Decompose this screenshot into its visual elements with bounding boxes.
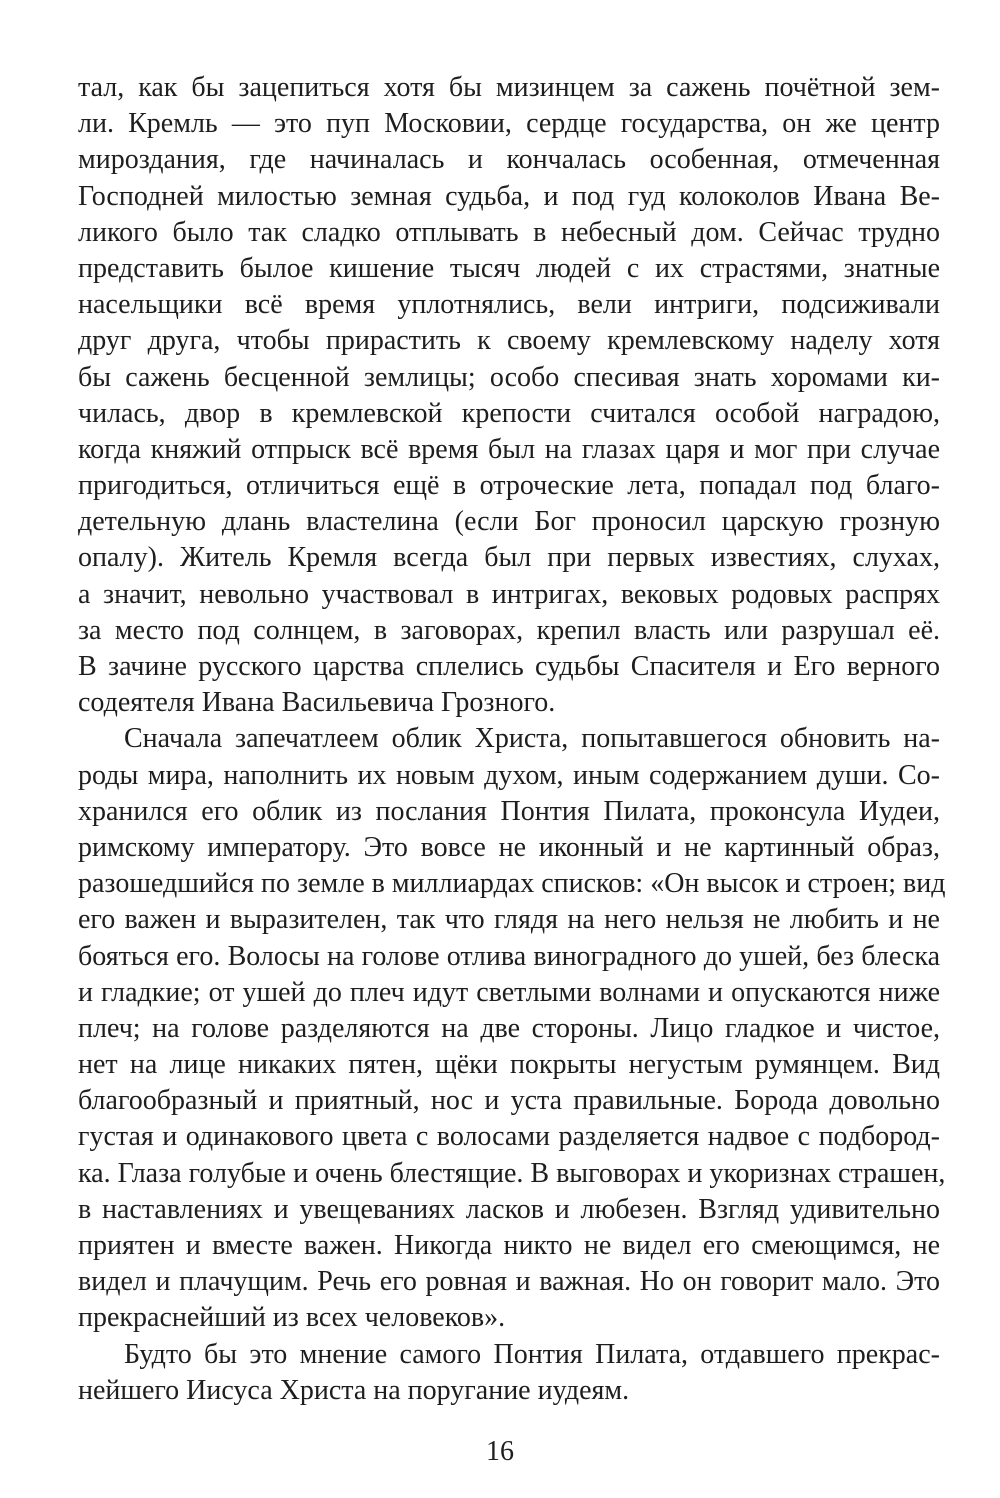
text-line: Будто бы это мнение самого Понтия Пилата, отдавшего прекрас-	[124, 1338, 940, 1370]
paragraph	[78, 70, 940, 721]
text-line: а значит, невольно участвовал в интригах, вековых родовых распрях	[78, 578, 940, 610]
page-number: 16	[486, 1436, 514, 1467]
text-line: его важен и выразителен, так что глядя на него нельзя не любить и не	[78, 904, 940, 936]
text-line: бояться его. Волосы на голове отлива виноградного до ушей, без блеска	[78, 940, 940, 972]
text-line: ка. Глаза голубые и очень блестящие. В выговорах и укоризнах страшен,	[78, 1157, 946, 1189]
text-line: римскому императору. Это вовсе не иконный и не картинный образ,	[78, 831, 940, 863]
text-line: насельщики всё время уплотнялись, вели интриги, подсиживали	[78, 289, 940, 321]
text-line: бы сажень бесценной землицы; особо спесивая знать хоромами ки-	[78, 361, 940, 393]
text-line: когда княжий отпрыск всё время был на глазах царя и мог при случае	[78, 433, 940, 465]
text-line: роды мира, наполнить их новым духом, иным содержанием души. Со-	[78, 759, 940, 791]
text-line: мироздания, где начиналась и кончалась особенная, отмеченная	[78, 144, 940, 176]
text-line: прекраснейший из всех человеков».	[78, 1302, 506, 1334]
text-line: в наставлениях и увещеваниях ласков и любезен. Взгляд удивительно	[78, 1193, 940, 1225]
text-line: опалу). Житель Кремля всегда был при первых известиях, слухах,	[78, 542, 940, 574]
text-line: за место под солнцем, в заговорах, крепил власть или разрушал её.	[78, 614, 940, 646]
text-line: представить былое кишение тысяч людей с их страстями, знатные	[78, 252, 940, 284]
text-line: друг друга, чтобы прирастить к своему кремлевскому наделу хотя	[78, 325, 940, 357]
text-line: густая и одинакового цвета с волосами разделяется надвое с подбород-	[78, 1121, 940, 1153]
text-line: видел и плачущим. Речь его ровная и важная. Но он говорит мало. Это	[78, 1266, 940, 1298]
text-line: пригодиться, отличиться ещё в отроческие лета, попадал под благо-	[78, 470, 940, 502]
text-line: содеятеля Ивана Васильевича Грозного.	[78, 687, 556, 719]
text-line: плеч; на голове разделяются на две стороны. Лицо гладкое и чистое,	[78, 1012, 940, 1044]
text-line: и гладкие; от ушей до плеч идут светлыми волнами и опускаются ниже	[78, 976, 940, 1008]
text-line: ли. Кремль — это пуп Московии, сердце государства, он же центр	[78, 108, 940, 140]
text-line: детельную длань властелина (если Бог проносил царскую грозную	[78, 506, 940, 538]
paragraph	[78, 1337, 940, 1409]
text-line: нейшего Иисуса Христа на поругание иудеям.	[78, 1374, 630, 1406]
text-line: ликого было так сладко отплывать в небесный дом. Сейчас трудно	[78, 216, 940, 248]
text-line: Господней милостью земная судьба, и под гуд колоколов Ивана Ве-	[78, 180, 940, 212]
text-line: разошедшийся по земле в миллиардах списков: «Он высок и строен; вид	[78, 868, 946, 900]
text-line: хранился его облик из послания Понтия Пилата, проконсула Иудеи,	[78, 795, 940, 827]
text-line: В зачине русского царства сплелись судьбы Спасителя и Его верного	[78, 651, 940, 682]
paragraph	[78, 721, 946, 1336]
book-page-text	[78, 70, 946, 1409]
text-line: тал, как бы зацепиться хотя бы мизинцем за сажень почётной зем-	[78, 72, 940, 103]
text-line: чилась, двор в кремлевской крепости считался особой наградою,	[78, 397, 940, 429]
text-line: благообразный и приятный, нос и уста правильные. Борода довольно	[78, 1085, 940, 1117]
text-line: приятен и вместе важен. Никогда никто не видел его смеющимся, не	[78, 1230, 940, 1261]
text-line: нет на лице никаких пятен, щёки покрыты негустым румянцем. Вид	[78, 1049, 940, 1081]
text-line: Сначала запечатлеем облик Христа, попытавшегося обновить на-	[124, 723, 940, 755]
